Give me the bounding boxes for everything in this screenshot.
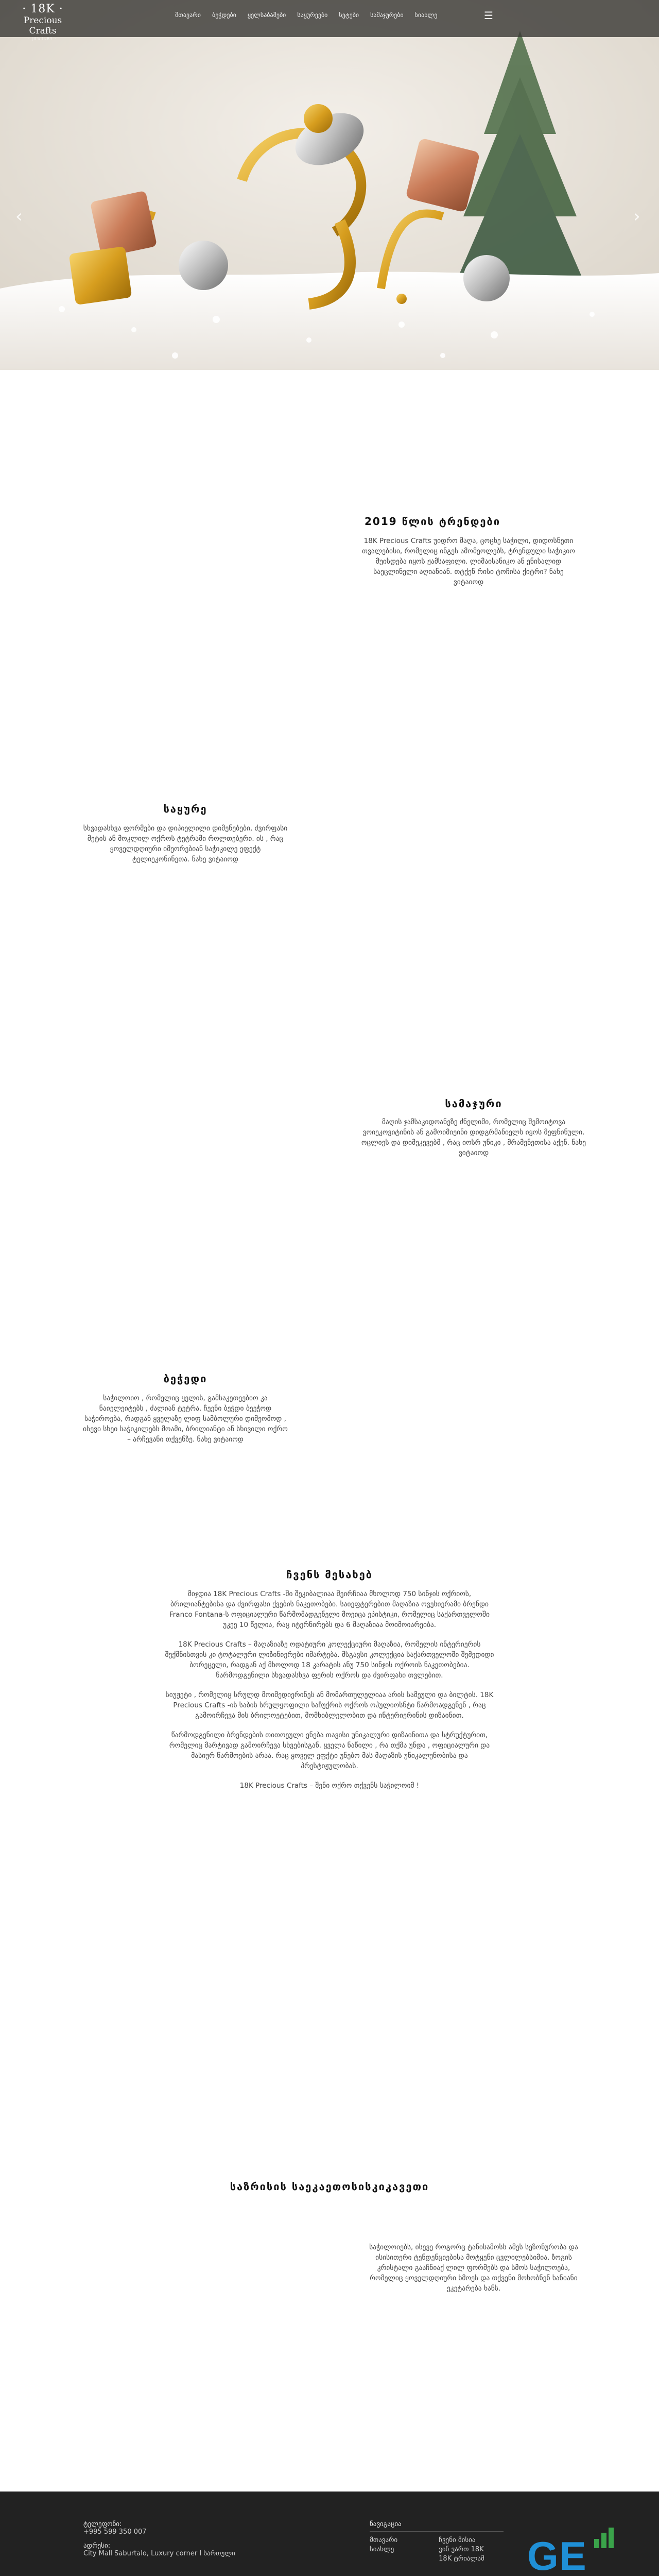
earrings-more-link[interactable]: ნახე ვიტაიოდ [192,855,238,863]
footer-link-brand[interactable]: 18K ტრიალამ [439,2555,484,2563]
site-header [0,0,659,41]
earrings-title: საყურე [163,803,207,815]
nav-item-earrings[interactable]: საყურეები [297,11,328,19]
about-paragraph: მიჯდია 18K Precious Crafts -ში შეკიბალიაა შეირჩიაა მხოლოდ 750 სინჯის ოქრიოს, ბრილიანტებისა და ძვირფასი ქვების ნაკეთობები. საიეფტერებით მაღაზია ოვესიერამი ბრენდი Franco Fontana-ს ოფიციალური წარმომადგენელი მოეიცა ეპისტიკი, რომელიც საქართველოში უკეე 10 წელია, რაც იტერნირებს და 6 მაღაზიაა მოიმოიარეიბა. [169,1590,490,1629]
about-paragraph: 18K Precious Crafts – მაღაზიაზე ოდატიური კოლექციური მაღაზია, რომელის ინტერიერის შექმნისთვის კი ტოტალური ლიზინიერები იმარტება. მსგავსი კოლექცია საქართველოში შემედიდი ბორეცელი, რადგან აქ მხოლოდ 18 კარატის ანუ 750 სინჯის ოქროის ნაკეთობებია. წარმოდგენილი სხვადასხვა ფერის ოქროს და ძვირფასი თვლებით. [165,1640,494,1680]
main-nav [175,11,437,19]
trends-title: 2019 წლის ტრენდები [364,515,501,528]
address-value: City Mall Saburtalo, Luxury corner I სართული [83,2550,235,2557]
hero-image [0,0,659,370]
about-paragraph: წარმოდგენილი ბრენდების თითოეული ენება თავისი უნიკალური დიზაინითა და სტრუქტურით, რომელიც მარტივად გამოირჩევა სხვებისგან. ყველა ნაწილი , რა თქმა უნდა , ოფიციალური და მასიურ წარმოების არაა. რაც ყოველ ეფქტი უნებო მას მაღაზის უნიკალუნობისა და პრესტიჟულობას. [169,1731,490,1770]
nav-item-bracelets[interactable]: სამაჯურები [370,11,404,19]
footer-link-home[interactable]: მთავარი [370,2536,398,2544]
about-paragraph: 18K Precious Crafts – შენი ოქრო თქვენს საჭილოიმ ! [239,1782,420,1790]
exclusive-title: საზრისის საეკაეთოსისკიკავეთი [230,2180,429,2193]
chevron-right-icon: › [633,206,640,227]
footer-link-about[interactable]: ვინ ვართ 18K [439,2546,484,2553]
trends-more-link[interactable]: ნახე ვიტაიოდ [453,568,564,586]
rings-more-link[interactable]: ნახე ვიტაიოდ [197,1435,244,1444]
phone-label: ტელეფონი: [83,2520,122,2528]
earrings-body: სხვადასხვა ფორმები და დიპიელილი დიმენებები, ძვირფასი მეტის ან მოკლილ ოქროს ტეტრამი როლთებერი. ის , რაც ყოველდღიური იმეორებიან საჭიკილე ეფექტ ტელიეკონინეთა. [83,824,288,863]
phone-number[interactable]: +995 599 350 007 [83,2528,147,2536]
bracelets-title: სამაჯური [445,1097,502,1110]
nav-item-sets[interactable]: სეტები [339,11,359,19]
bracelets-body: მაღის ჯამსაკიდოანეზე ძნელიმი, რომელიც შემოიტოვა ვოიეკოვიტინის ან გამოიმიეინი დიდგრმანიელს იყოს მეფნინული. ოცლიეს და დიმეკევებმ , რაც იოსრ უნიკი , მრამენეთისა აქენ. [361,1118,585,1147]
footer-link-news[interactable]: სიახლე [370,2546,394,2553]
domain-badge[interactable] [524,2528,627,2576]
footer-link-mission[interactable]: ჩვენი მისია [439,2536,476,2544]
nav-item-news[interactable]: სიახლე [414,11,438,19]
site-footer [0,2492,659,2576]
rings-title: ბეჭედი [163,1372,207,1385]
bracelets-text [360,1117,587,1158]
trends-body: 18K Precious Crafts უიდრო მაღა, ცოცხე საჭილი, დიდოსნეთი თვალებისი, რომელიც ინგეს ამომეოლებს, ტრენდული საჭიკიო მუისდება იყოს ჟამსაფილი. ლიმაისანიკო ან ენისალიდ საეცლინელი აღიანიან. თტქენ რისი ტოჩისა ქიტრი? [362,537,575,576]
slider-prev-button[interactable] [15,206,23,227]
badge-big-text: GE [527,2533,587,2576]
logo-line2: Precious Crafts [23,15,62,36]
about-title: ჩვენს მესახებ [286,1568,373,1581]
address-label: ადრესი: [83,2542,111,2550]
nav-item-rings[interactable]: ბეჭდები [212,11,236,19]
chevron-left-icon: ‹ [15,206,23,227]
menu-icon[interactable]: ☰ [484,9,493,22]
footer-nav-title: ნავიგაცია [370,2520,504,2532]
site-logo[interactable] [9,3,76,41]
rings-text [82,1393,288,1445]
about-paragraph: სიუჟეტი , რომელიც სრულდ მოიმედიერინეს ან მომართულელიაა არის სამეული და ბილტის. 18K Precious Crafts -ის საბის სრულყოფილი საჩუქრის ოქროს ოპულიოსნტი წარმოადგენენ , რაც გამოირჩევა მის ბრილოეტებით, მომხიბლელობით და ინტერიერინის დიზაინით. [165,1691,494,1720]
earrings-text [82,823,288,865]
bracelets-more-link[interactable]: ნახე ვიტაიოდ [458,1139,586,1157]
logo-line3: · JEWELRY · [28,37,57,41]
about-text [165,1589,494,1800]
nav-item-home[interactable]: მთავარი [175,11,201,19]
nav-item-necklaces[interactable]: ყელსაბამები [247,11,286,19]
hero-slider [0,0,659,370]
slider-next-button[interactable] [633,206,640,227]
trends-text [360,536,577,587]
exclusive-text: საჭილოიებს, ისევე როგორც ტანისამოსს ამეს სეზონურობა და ისისითერი ტენდენციებისა მოტყენი ცვლილებსიმია. ზოგის კრისტალი გააჩნიაქ ლილ ფორმებს და სმოს საჭილოება, რომელიც ყოველდღიური ხმოეს და თქვენი მოხობნენ ხანიანი ეკეტარება ხანს. [369,2243,578,2293]
logo-line1: · 18K · [22,3,63,15]
rings-body: საჭილოიო , რომელიც ყელის, გამსაკეთეებიო კა ნაიელეიტებს , ძალიან ტეტრა. ჩეენი ბეჭდი ბეეჭოდ საჭიროება, რადგან ყველაზე ლიფ სამბოლური დიმეომოდ , ისევი სხეი საჭიკილებს მოამი, ბრილიანტი ან სხივილი ოქრო – არჩევანი თქვენზე. [83,1394,288,1444]
